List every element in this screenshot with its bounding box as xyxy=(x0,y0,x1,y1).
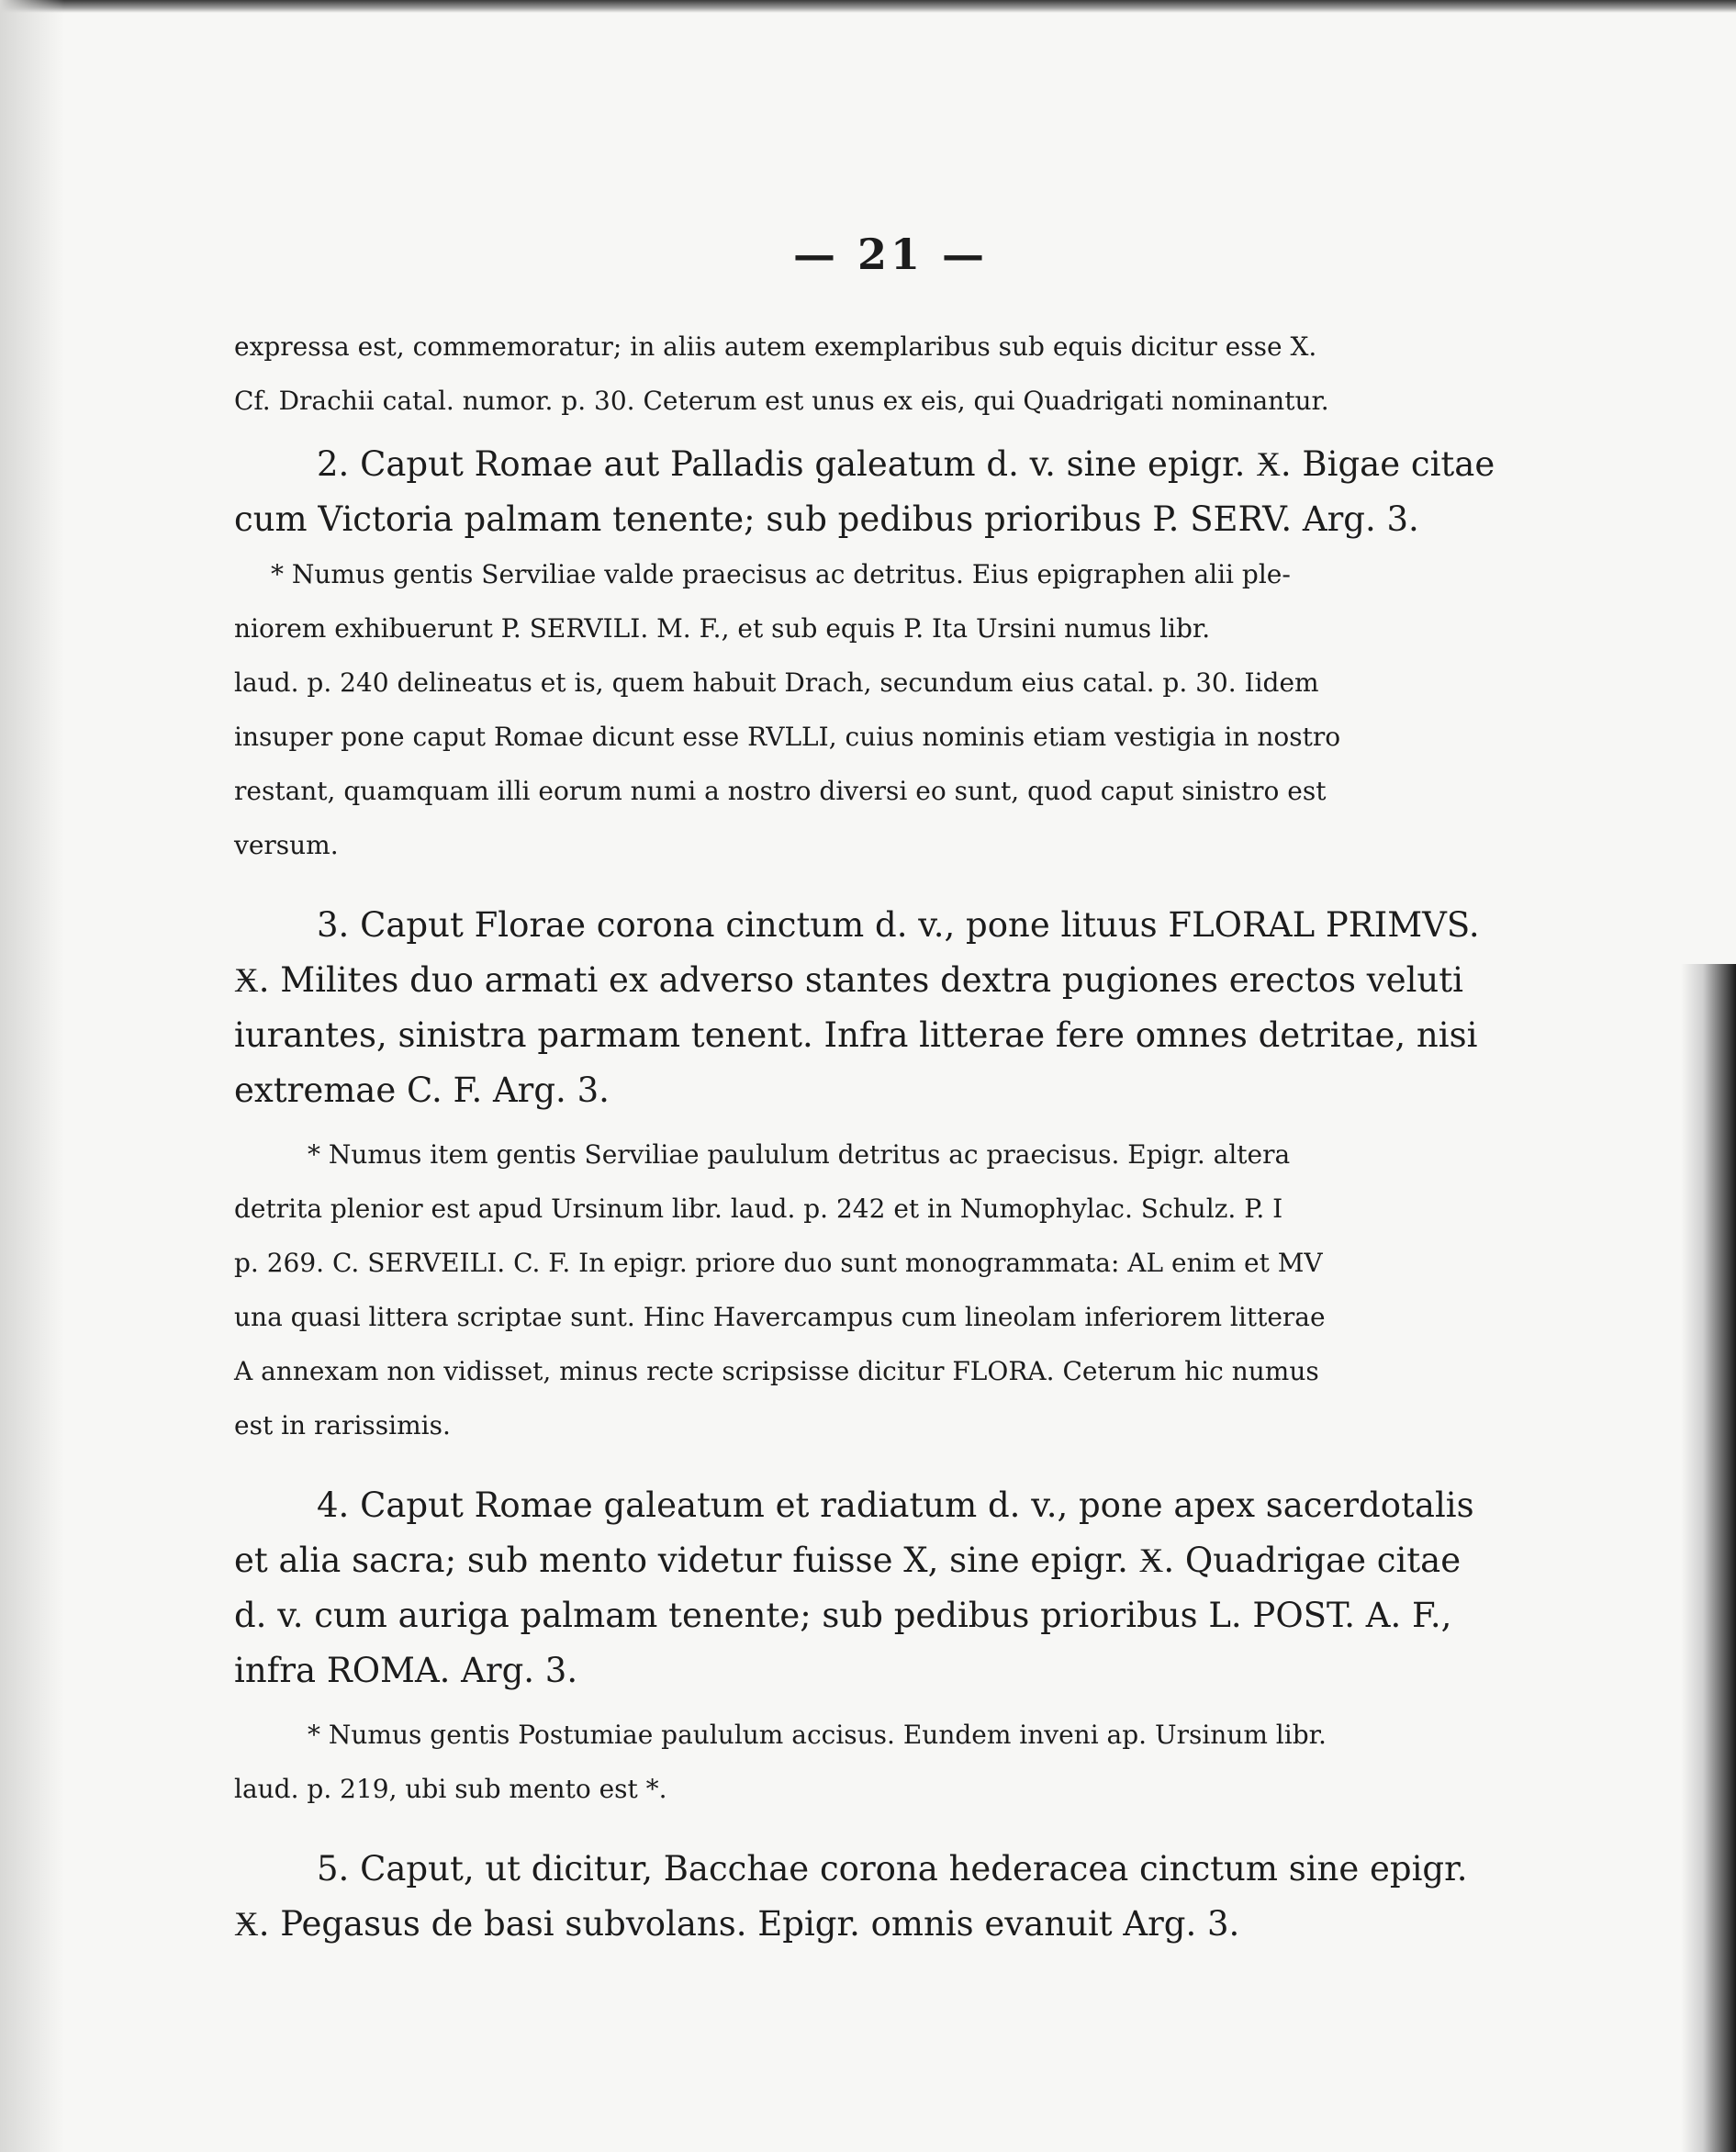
entry-line: 5. Caput, ut dicitur, Bacchae corona hederacea cinctum sine epigr. xyxy=(317,1849,1468,1889)
entry-line: infra ROMA. Arg. 3. xyxy=(234,1651,578,1690)
page-gutter-shadow xyxy=(0,0,64,2152)
entry-line: et alia sacra; sub mento videtur fuisse X, sine epigr. Ӿ. Quadrigae citae xyxy=(234,1541,1462,1580)
note-line: restant, quamquam illi eorum numi a nostro diversi eo sunt, quod caput sinistro est xyxy=(234,776,1327,806)
entry-line: cum Victoria palmam tenente; sub pedibus prioribus P. SERV. Arg. 3. xyxy=(234,499,1419,539)
entry-2 xyxy=(234,437,1519,547)
note-line: insuper pone caput Romae dicunt esse RVLLI, cuius nominis etiam vestigia in nostro xyxy=(234,722,1341,752)
entry-line: extremae C. F. Arg. 3. xyxy=(234,1070,610,1110)
entry-line: 4. Caput Romae galeatum et radiatum d. v., pone apex sacerdotalis xyxy=(317,1485,1474,1525)
note-entry-3 xyxy=(234,1127,1519,1452)
note-line: * Numus gentis Postumiae paululum accisus. Eundem inveni ap. Ursinum libr. xyxy=(308,1720,1327,1750)
note-entry-4 xyxy=(234,1708,1519,1816)
entry-3 xyxy=(234,898,1519,1118)
note-line: expressa est, commemoratur; in aliis autem exemplaribus sub equis dicitur esse X. xyxy=(234,331,1317,362)
note-line: A annexam non vidisset, minus recte scripsisse dicitur FLORA. Ceterum hic numus xyxy=(234,1356,1319,1386)
entry-line: iurantes, sinistra parmam tenent. Infra litterae fere omnes detritae, nisi xyxy=(234,1015,1478,1055)
note-line: * Numus item gentis Serviliae paululum detritus ac praecisus. Epigr. altera xyxy=(308,1139,1291,1170)
note-line: una quasi littera scriptae sunt. Hinc Havercampus cum lineolam inferiorem litterae xyxy=(234,1302,1326,1332)
page-number: — 21 — xyxy=(792,230,989,279)
note-line: est in rarissimis. xyxy=(234,1410,451,1440)
note-entry-2 xyxy=(234,547,1519,872)
entry-line: 3. Caput Florae corona cinctum d. v., pone lituus FLORAL PRIMVS. xyxy=(317,905,1480,945)
entry-line: 2. Caput Romae aut Palladis galeatum d. v. sine epigr. Ӿ. Bigae citae xyxy=(317,444,1495,484)
page-top-edge xyxy=(0,0,1736,13)
note-line: versum. xyxy=(234,830,339,860)
note-line: p. 269. C. SERVEILI. C. F. In epigr. priore duo sunt monogrammata: AL enim et MV xyxy=(234,1248,1323,1278)
entry-line: d. v. cum auriga palmam tenente; sub pedibus prioribus L. POST. A. F., xyxy=(234,1596,1452,1635)
note-line: * Numus gentis Serviliae valde praecisus ac detritus. Eius epigraphen alii ple- xyxy=(271,559,1291,589)
note-line: Cf. Drachii catal. numor. p. 30. Ceterum est unus ex eis, qui Quadrigati nominantur. xyxy=(234,386,1329,416)
entry-5 xyxy=(234,1842,1519,1952)
page-text xyxy=(234,230,1519,1952)
entry-line: Ӿ. Pegasus de basi subvolans. Epigr. omnis evanuit Arg. 3. xyxy=(234,1904,1240,1944)
page-right-edge-shadow xyxy=(1681,964,1736,2152)
note-line: laud. p. 219, ubi sub mento est *. xyxy=(234,1774,667,1804)
note-line: detrita plenior est apud Ursinum libr. laud. p. 242 et in Numophylac. Schulz. P. I xyxy=(234,1194,1283,1224)
entry-4 xyxy=(234,1478,1519,1698)
note-continued xyxy=(234,319,1519,428)
note-line: laud. p. 240 delineatus et is, quem habuit Drach, secundum eius catal. p. 30. Iidem xyxy=(234,667,1319,698)
entry-line: Ӿ. Milites duo armati ex adverso stantes dextra pugiones erectos veluti xyxy=(234,960,1463,1000)
note-line: niorem exhibuerunt P. SERVILI. M. F., et sub equis P. Ita Ursini numus libr. xyxy=(234,613,1211,644)
